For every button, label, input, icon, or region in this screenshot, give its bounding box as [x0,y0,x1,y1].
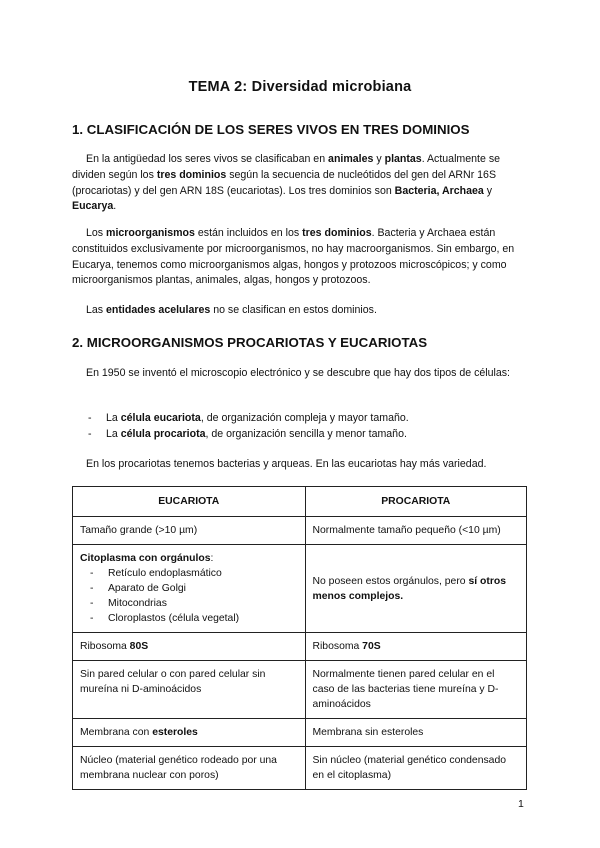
cell: Núcleo (material genético rodeado por una membrana nuclear con poros) [73,747,306,790]
section-1-heading: 1. CLASIFICACIÓN DE LOS SERES VIVOS EN TRES DOMINIOS [72,122,470,137]
section-1-paragraph-1: En la antigüedad los seres vivos se clasificaban en animales y plantas. Actualmente se dividen según los tres dominios según la secuencia de nucleótidos del gen del ARNr 16S (procariotas) y del gen ARN 18S (eucariotas). Los tres dominios son Bacteria, Archaea y Eucarya. [72,153,501,213]
table-row [73,719,527,747]
table-row [73,661,527,719]
comparison-table [72,486,527,790]
cell: Membrana con esteroles [73,719,306,747]
cell: No poseen estos orgánulos, pero sí otros menos complejos. [305,545,527,633]
cell: Ribosoma 80S [73,633,306,661]
organelle-list [80,566,298,626]
cell: Sin núcleo (material genético condensado en el citoplasma) [305,747,527,790]
table-header-row [73,487,527,517]
section-1-paragraph-2: Los microorganismos están incluidos en los tres dominios. Bacteria y Archaea están constituidos exclusivamente por microorganismos, no hay macroorganismos. Sin embargo, en Eucarya, tenemos como microorganismos algas, hongos y protozoos microscópicos; y como microorganismos plantas, animales, algas, hongos y protozoos. [72,227,515,287]
list-item: - Mitocondrias [90,598,167,609]
cell: Normalmente tamaño pequeño (<10 µm) [305,517,527,545]
page-title: TEMA 2: Diversidad microbiana [188,79,412,95]
list-item: - Aparato de Golgi [90,583,186,594]
header-procariota: PROCARIOTA [305,487,527,517]
table-row [73,517,527,545]
list-item: - Cloroplastos (célula vegetal) [90,613,240,624]
cell: Tamaño grande (>10 µm) [73,517,306,545]
table-row [73,747,527,790]
section-2-paragraph-2: En los procariotas tenemos bacterias y arqueas. En las eucariotas hay más variedad. [86,458,487,470]
page-number: 1 [518,798,524,810]
list-item: - La célula procariota, de organización sencilla y menor tamaño. [88,428,407,440]
cell: Sin pared celular o con pared celular sin mureína ni D-aminoácidos [73,661,306,719]
section-1-paragraph-3: Las entidades acelulares no se clasifican en estos dominios. [86,304,377,316]
header-eucariota: EUCARIOTA [73,487,306,517]
section-2-paragraph-1: En 1950 se inventó el microscopio electrónico y se descubre que hay dos tipos de células: [86,367,510,379]
cell: Membrana sin esteroles [305,719,527,747]
cell: Citoplasma con orgánulos: - Retículo endoplasmático - Aparato de Golgi - Mitocondrias - Cloroplastos (célula vegetal) [73,545,306,633]
table-row [73,545,527,633]
list-item: - La célula eucariota, de organización compleja y mayor tamaño. [88,412,409,424]
cell: Normalmente tienen pared celular en el caso de las bacterias tiene mureína y D-aminoácidos [305,661,527,719]
table-row [73,633,527,661]
list-item: - Retículo endoplasmático [90,568,222,579]
cell: Ribosoma 70S [305,633,527,661]
section-2-heading: 2. MICROORGANISMOS PROCARIOTAS Y EUCARIOTAS [72,335,428,350]
